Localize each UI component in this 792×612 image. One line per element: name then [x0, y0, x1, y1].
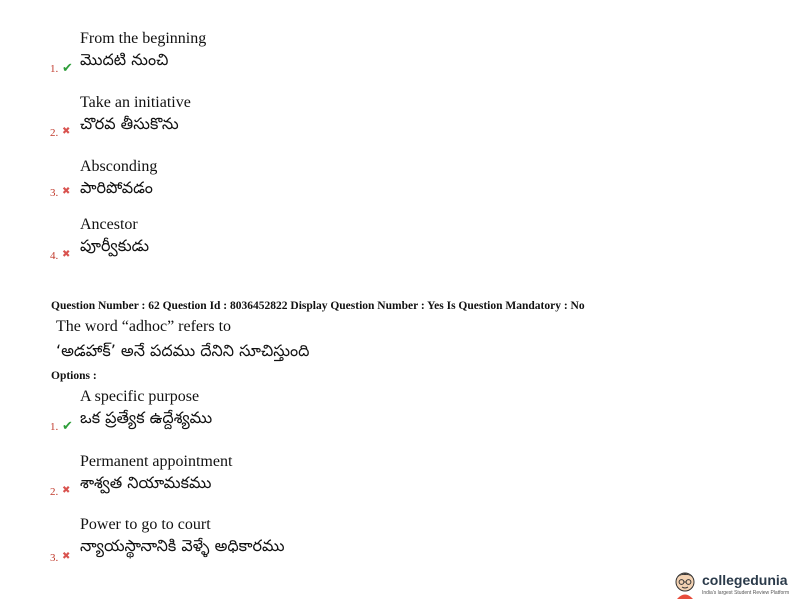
- prev-option-4: [0, 216, 792, 266]
- cross-icon: ✖: [62, 126, 71, 137]
- option-text-te: పారిపోవడం: [80, 178, 153, 197]
- option-1: [0, 388, 792, 438]
- checkmark-icon: ✔: [62, 60, 73, 75]
- prev-option-2: [0, 94, 792, 144]
- option-number: 2.: [50, 127, 59, 139]
- option-text-en: Take an initiative: [80, 94, 191, 111]
- option-number: 3.: [50, 187, 59, 199]
- option-text-en: Ancestor: [80, 216, 138, 233]
- cross-icon: ✖: [62, 551, 71, 562]
- brand-name: collegedunia: [702, 572, 788, 588]
- option-text-te: మొదటి నుంచి: [80, 50, 169, 69]
- question-header: Question Number : 62 Question Id : 8036452822 Display Question Number : Yes Is Question Mandatory : No: [51, 300, 585, 312]
- cross-icon: ✖: [62, 485, 71, 496]
- checkmark-icon: ✔: [62, 418, 73, 433]
- option-text-te: న్యాయస్థానానికి వెళ్ళే అధికారము: [80, 536, 285, 555]
- question-text-en: The word “adhoc” refers to: [56, 318, 232, 335]
- option-number: 3.: [50, 552, 59, 564]
- option-number: 4.: [50, 250, 59, 262]
- option-text-en: Power to go to court: [80, 516, 211, 533]
- option-text-te: చొరవ తీసుకొను: [80, 114, 179, 133]
- option-text-te: శాశ్వత నియామకము: [80, 473, 212, 492]
- option-text-te: ఒక ప్రత్యేక ఉద్దేశ్యము: [80, 408, 213, 427]
- prev-option-3: [0, 158, 792, 208]
- question-text-te: ‘అడహాక్’ అనే పదము దేనిని సూచిస్తుంది: [56, 341, 310, 360]
- student-mascot-icon: [672, 568, 698, 600]
- options-label: Options :: [51, 370, 97, 382]
- option-text-te: పూర్వీకుడు: [80, 236, 150, 255]
- prev-option-1: [0, 30, 792, 80]
- option-text-en: A specific purpose: [80, 388, 200, 405]
- option-3: [0, 516, 792, 566]
- cross-icon: ✖: [62, 186, 71, 197]
- option-number: 2.: [50, 486, 59, 498]
- option-text-en: From the beginning: [80, 30, 207, 47]
- option-2: [0, 453, 792, 503]
- option-text-en: Permanent appointment: [80, 453, 233, 470]
- option-number: 1.: [50, 63, 59, 75]
- brand-tagline: India's largest Student Review Platform: [702, 590, 790, 596]
- cross-icon: ✖: [62, 249, 71, 260]
- collegedunia-logo: [672, 566, 790, 606]
- option-text-en: Absconding: [80, 158, 158, 175]
- option-number: 1.: [50, 421, 59, 433]
